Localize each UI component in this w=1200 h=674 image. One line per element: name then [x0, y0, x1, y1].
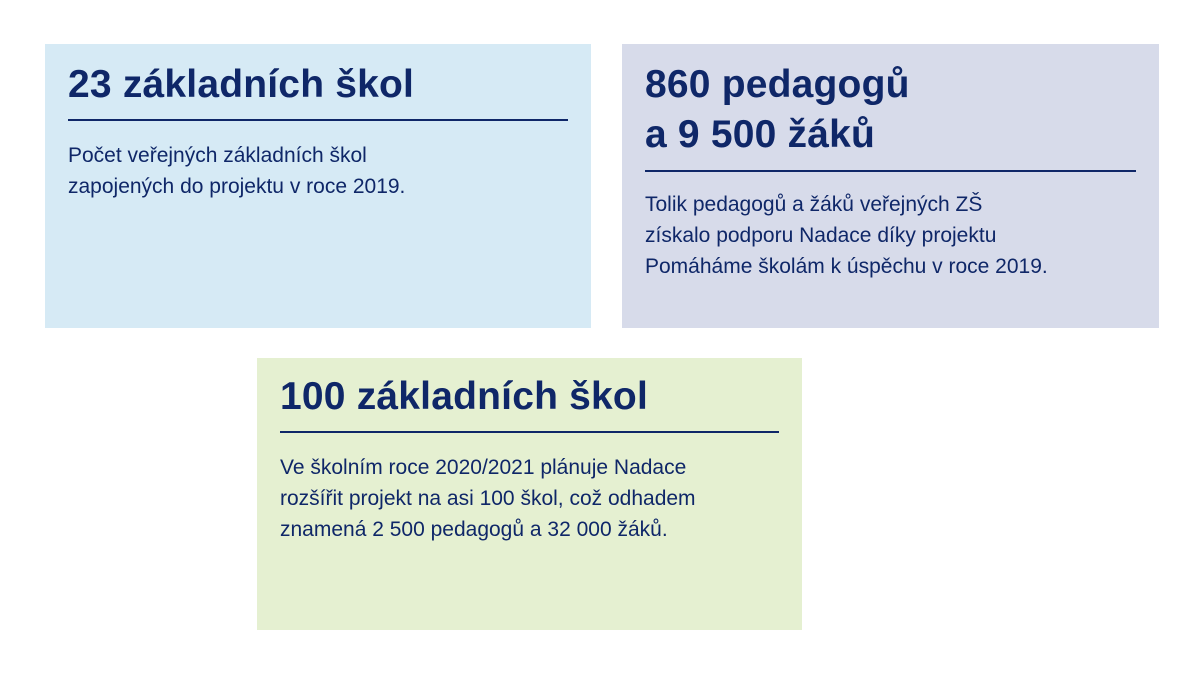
stat-card-title: 860 pedagogů a 9 500 žáků	[645, 63, 910, 156]
stat-card-schools-2019	[45, 44, 591, 328]
stat-card-title: 23 základních škol	[68, 63, 415, 106]
stat-card-description: Ve školním roce 2020/2021 plánuje Nadace rozšířit projekt na asi 100 škol, což odhadem znamená 2 500 pedagogů a 32 000 žáků.	[280, 456, 696, 541]
stat-card-description: Počet veřejných základních škol zapojených do projektu v roce 2019.	[68, 144, 406, 198]
stat-card-description: Tolik pedagogů a žáků veřejných ZŠ získalo podporu Nadace díky projektu Pomáháme školám k úspěchu v roce 2019.	[645, 193, 1048, 278]
stat-card-title: 100 základních škol	[280, 375, 648, 418]
stat-card-schools-plan	[257, 358, 802, 630]
stat-card-teachers-pupils	[622, 44, 1159, 328]
